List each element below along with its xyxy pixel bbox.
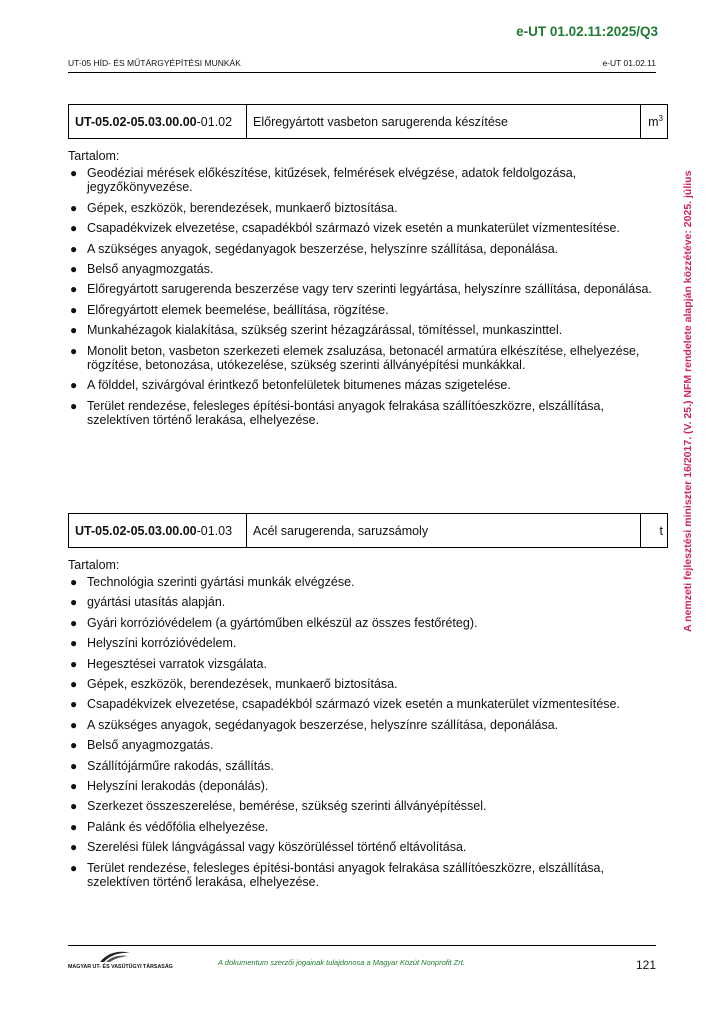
list-item xyxy=(68,399,668,428)
list-item xyxy=(68,575,668,589)
bullet-icon: ● xyxy=(70,595,78,610)
copyright-notice: A dokumentum szerzői jogainak tulajdonosa a Magyar Közút Nonprofit Zrt. xyxy=(218,958,465,967)
list-item-text: gyártási utasítás alapján. xyxy=(87,595,226,610)
list-item xyxy=(68,779,668,793)
list-item-text: Terület rendezése, felesleges építési-bontási anyagok felrakása szállítóeszközre, elszállítása, szelektíven történő lerakása, elhelyezése. xyxy=(87,398,604,428)
work-item-header-table xyxy=(68,513,668,548)
bullet-icon: ● xyxy=(70,656,78,671)
list-item xyxy=(68,242,668,256)
list-item-text: Helyszíni lerakodás (deponálás). xyxy=(87,779,269,794)
list-item xyxy=(68,636,668,650)
list-item xyxy=(68,799,668,813)
work-item-code xyxy=(69,514,247,548)
bullet-icon: ● xyxy=(70,241,78,256)
list-item-text: Monolit beton, vasbeton szerkezeti elemek zsaluzása, betonacél armatúra elkészítése, elhelyezése, rögzítése, betonozása, utókezelése, szükség szerinti állványépítési munkákkal. xyxy=(87,343,640,373)
list-item xyxy=(68,323,668,337)
list-item-text: Hegesztései varratok vizsgálata. xyxy=(87,656,267,671)
bullet-icon: ● xyxy=(70,575,78,589)
work-item-code-suffix: -01.02 xyxy=(196,114,233,129)
work-item-title: Acél sarugerenda, saruzsámoly xyxy=(247,514,641,548)
work-item-section xyxy=(68,104,668,434)
list-item-text: Gyári korrózióvédelem (a gyártóműben elkészül az összes festőréteg). xyxy=(87,615,478,630)
list-item xyxy=(68,738,668,752)
list-item xyxy=(68,221,668,235)
unit-superscript: 3 xyxy=(658,113,663,123)
bullet-icon: ● xyxy=(70,738,78,753)
list-item xyxy=(68,861,668,890)
list-item xyxy=(68,697,668,711)
logo-text: MAGYAR UT- ÉS VASÚTÜGYI TÁRSASÁG xyxy=(68,964,173,970)
list-item xyxy=(68,262,668,276)
bullet-icon: ● xyxy=(70,799,78,814)
bullet-icon: ● xyxy=(70,221,78,236)
bullet-icon: ● xyxy=(70,758,78,773)
list-item xyxy=(68,303,668,317)
bullet-icon: ● xyxy=(70,262,78,277)
list-item-text: Gépek, eszközök, berendezések, munkaerő biztosítása. xyxy=(87,677,398,692)
content-label: Tartalom: xyxy=(68,149,120,163)
list-item xyxy=(68,378,668,392)
unit-text: t xyxy=(659,524,663,539)
list-item xyxy=(68,840,668,854)
work-item-unit xyxy=(641,105,668,139)
bullet-icon: ● xyxy=(70,840,78,855)
bullet-icon: ● xyxy=(70,166,78,180)
list-item xyxy=(68,820,668,834)
page-number: 121 xyxy=(635,958,656,972)
bullet-icon: ● xyxy=(70,677,78,692)
running-header-left: UT-05 HÍD- ÉS MŰTÁRGYÉPÍTÉSI MUNKÁK xyxy=(68,58,241,68)
bullet-icon: ● xyxy=(70,860,78,875)
bullet-icon: ● xyxy=(70,697,78,712)
content-label: Tartalom: xyxy=(68,558,120,572)
bullet-icon: ● xyxy=(70,636,78,651)
running-header xyxy=(68,58,656,73)
list-item-text: Geodéziai mérések előkészítése, kitűzések, felmérések elvégzése, adatok feldolgozása, jegyzőkönyvezése. xyxy=(87,166,577,195)
list-item-text: A földdel, szivárgóval érintkező betonfelületek bitumenes mázas szigetelése. xyxy=(87,378,511,393)
unit-text: m xyxy=(648,115,659,130)
bullet-icon: ● xyxy=(70,819,78,834)
work-item-section xyxy=(68,513,668,896)
list-item-text: Gépek, eszközök, berendezések, munkaerő biztosítása. xyxy=(87,200,398,215)
list-item-text: A szükséges anyagok, segédanyagok beszerzése, helyszínre szállítása, deponálása. xyxy=(87,717,559,732)
list-item xyxy=(68,677,668,691)
work-item-code-main: UT-05.02-05.03.00.00 xyxy=(75,114,197,129)
list-item-text: Terület rendezése, felesleges építési-bontási anyagok felrakása szállítóeszközre, elszállítása, szelektíven történő lerakása, elhelyezése. xyxy=(87,860,604,890)
list-item xyxy=(68,759,668,773)
work-item-code xyxy=(69,105,247,139)
content-list xyxy=(68,166,668,428)
list-item-text: Szállítójárműre rakodás, szállítás. xyxy=(87,758,274,773)
list-item-text: Belső anyagmozgatás. xyxy=(87,738,214,753)
side-publication-note: A nemzeti fejlesztési miniszter 16/2017. (V. 25.) NFM rendelete alapján közzétéve: 2025. július xyxy=(682,170,694,632)
bullet-icon: ● xyxy=(70,779,78,794)
bullet-icon: ● xyxy=(70,323,78,338)
list-item xyxy=(68,616,668,630)
list-item xyxy=(68,282,668,296)
bullet-icon: ● xyxy=(70,398,78,413)
work-item-code-suffix: -01.03 xyxy=(196,523,233,538)
list-item-text: Technológia szerinti gyártási munkák elvégzése. xyxy=(87,575,355,589)
work-item-header-table xyxy=(68,104,668,139)
bullet-icon: ● xyxy=(70,378,78,393)
list-item xyxy=(68,718,668,732)
list-item xyxy=(68,344,668,373)
bullet-icon: ● xyxy=(70,615,78,630)
bullet-icon: ● xyxy=(70,343,78,358)
list-item-text: A szükséges anyagok, segédanyagok beszerzése, helyszínre szállítása, deponálása. xyxy=(87,241,559,256)
list-item-text: Előregyártott elemek beemelése, beállítása, rögzítése. xyxy=(87,302,389,317)
list-item-text: Palánk és védőfólia elhelyezése. xyxy=(87,819,269,834)
work-item-unit xyxy=(641,514,668,548)
list-item xyxy=(68,201,668,215)
document-code: e-UT 01.02.11:2025/Q3 xyxy=(516,24,658,39)
list-item-text: Csapadékvizek elvezetése, csapadékból származó vizek esetén a munkaterület vízmentesítése. xyxy=(87,697,620,712)
bullet-icon: ● xyxy=(70,282,78,297)
list-item-text: Előregyártott sarugerenda beszerzése vagy terv szerinti legyártása, helyszínre szállítása, deponálása. xyxy=(87,282,652,297)
bullet-icon: ● xyxy=(70,717,78,732)
work-item-code-main: UT-05.02-05.03.00.00 xyxy=(75,523,197,538)
page-footer xyxy=(68,945,656,980)
running-header-right: e-UT 01.02.11 xyxy=(602,58,656,68)
work-item-title: Előregyártott vasbeton sarugerenda készítése xyxy=(247,105,641,139)
list-item-text: Szerelési fülek lángvágással vagy köszörüléssel történő eltávolítása. xyxy=(87,840,467,855)
list-item-text: Szerkezet összeszerelése, bemérése, szükség szerinti állványépítéssel. xyxy=(87,799,487,814)
content-list xyxy=(68,575,668,890)
bullet-icon: ● xyxy=(70,302,78,317)
organization-logo xyxy=(68,950,178,976)
list-item xyxy=(68,166,668,195)
list-item-text: Munkahézagok kialakítása, szükség szerint hézagzárással, tömítéssel, munkaszinttel. xyxy=(87,323,563,338)
bullet-icon: ● xyxy=(70,200,78,215)
list-item xyxy=(68,657,668,671)
list-item-text: Belső anyagmozgatás. xyxy=(87,262,214,277)
list-item-text: Csapadékvizek elvezetése, csapadékból származó vizek esetén a munkaterület vízmentesítése. xyxy=(87,221,620,236)
list-item-text: Helyszíni korrózióvédelem. xyxy=(87,636,237,651)
logo-swoosh-icon xyxy=(98,950,132,964)
list-item xyxy=(68,595,668,609)
